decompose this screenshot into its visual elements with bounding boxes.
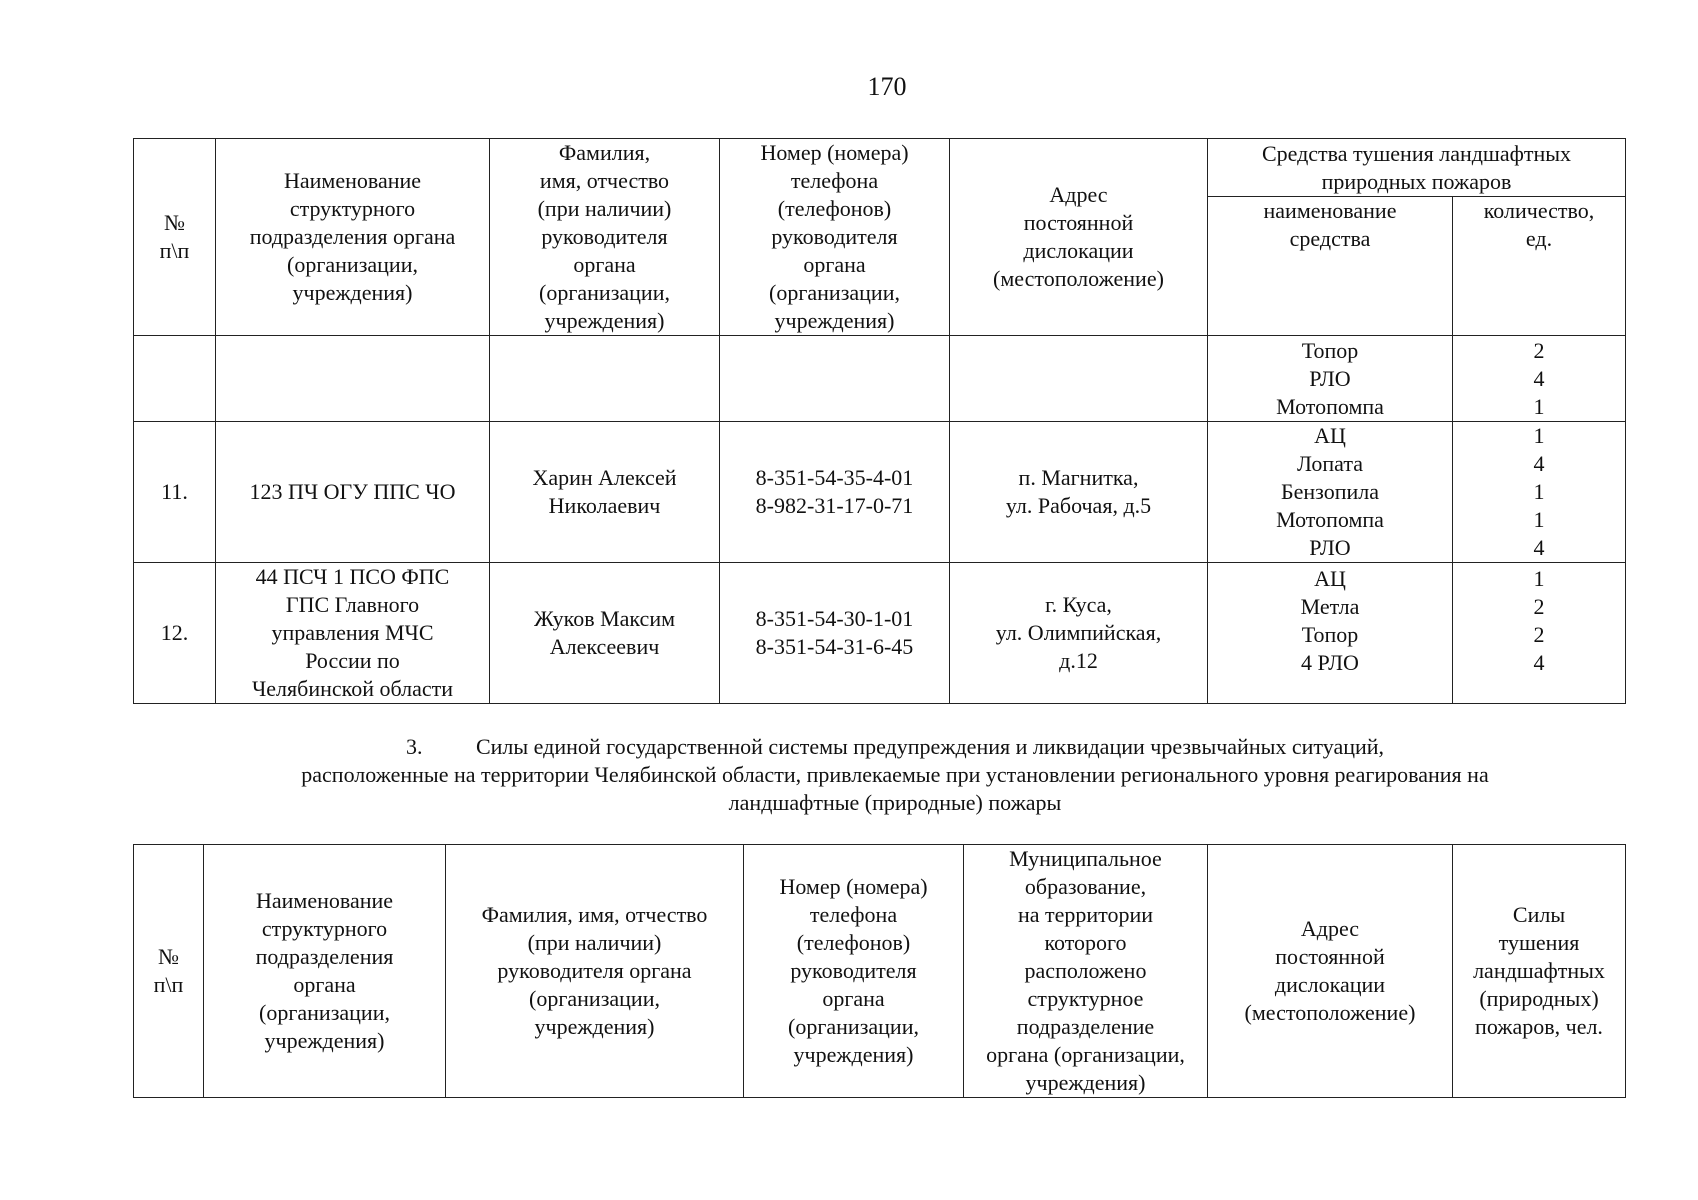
table-row <box>134 336 1626 422</box>
unified-system-forces-table <box>133 844 1626 1098</box>
section-title-line-2: расположенные на территории Челябинской области, привлекаемые при установлении регионального уровня реагирования на <box>301 762 1489 787</box>
row-address <box>950 336 1208 422</box>
header-number: № п\п <box>134 845 204 1098</box>
row-phone <box>720 336 950 422</box>
page-number: 170 <box>867 72 907 101</box>
header-address: Адрес постоянной дислокации (местоположение) <box>950 139 1208 336</box>
table-row <box>134 422 1626 563</box>
header-unit-name: Наименование структурного подразделения органа (организации, учреждения) <box>204 845 446 1098</box>
row-quantity-list: 1 4 1 1 4 <box>1453 422 1626 563</box>
row-number: 12. <box>134 563 216 704</box>
row-address: г. Куса, ул. Олимпийская, д.12 <box>950 563 1208 704</box>
row-quantity-list: 2 4 1 <box>1453 336 1626 422</box>
section-number: 3. <box>405 734 423 759</box>
row-phone: 8-351-54-30-1-01 8-351-54-31-6-45 <box>720 563 950 704</box>
header-means-quantity: количество, ед. <box>1453 197 1626 336</box>
row-head-name: Харин Алексей Николаевич <box>490 422 720 563</box>
row-unit-name: 123 ПЧ ОГУ ППС ЧО <box>216 422 490 563</box>
row-means-list: АЦ Метла Топор 4 РЛО <box>1208 563 1453 704</box>
header-means-name: наименование средства <box>1208 197 1453 336</box>
section-title-line-1: Силы единой государственной системы предупреждения и ликвидации чрезвычайных ситуаций, <box>475 734 1385 759</box>
section-title-line-3: ландшафтные (природные) пожары <box>728 790 1062 815</box>
row-number <box>134 336 216 422</box>
row-means-list: Топор РЛО Мотопомпа <box>1208 336 1453 422</box>
header-address: Адрес постоянной дислокации (местоположение) <box>1208 845 1453 1098</box>
section-heading <box>200 733 1590 817</box>
row-address: п. Магнитка, ул. Рабочая, д.5 <box>950 422 1208 563</box>
header-head-name: Фамилия, имя, отчество (при наличии) руководителя органа (организации, учреждения) <box>490 139 720 336</box>
row-head-name: Жуков Максим Алексеевич <box>490 563 720 704</box>
row-number: 11. <box>134 422 216 563</box>
table-row <box>134 563 1626 704</box>
row-quantity-list: 1 2 2 4 <box>1453 563 1626 704</box>
row-unit-name <box>216 336 490 422</box>
row-unit-name: 44 ПСЧ 1 ПСО ФПС ГПС Главного управления МЧС России по Челябинской области <box>216 563 490 704</box>
header-unit-name: Наименование структурного подразделения органа (организации, учреждения) <box>216 139 490 336</box>
section-heading-line-1 <box>200 733 1590 761</box>
header-municipality: Муниципальное образование, на территории которого расположено структурное подразделение органа (организации, учреждения) <box>964 845 1208 1098</box>
row-phone: 8-351-54-35-4-01 8-982-31-17-0-71 <box>720 422 950 563</box>
header-means-group: Средства тушения ландшафтных природных пожаров <box>1208 139 1626 197</box>
forces-table <box>133 138 1626 704</box>
header-number: № п\п <box>134 139 216 336</box>
header-head-name: Фамилия, имя, отчество (при наличии) руководителя органа (организации, учреждения) <box>446 845 744 1098</box>
header-forces: Силы тушения ландшафтных (природных) пожаров, чел. <box>1453 845 1626 1098</box>
header-phone: Номер (номера) телефона (телефонов) руководителя органа (организации, учреждения) <box>720 139 950 336</box>
header-phone: Номер (номера) телефона (телефонов) руководителя органа (организации, учреждения) <box>744 845 964 1098</box>
row-means-list: АЦ Лопата Бензопила Мотопомпа РЛО <box>1208 422 1453 563</box>
row-head-name <box>490 336 720 422</box>
